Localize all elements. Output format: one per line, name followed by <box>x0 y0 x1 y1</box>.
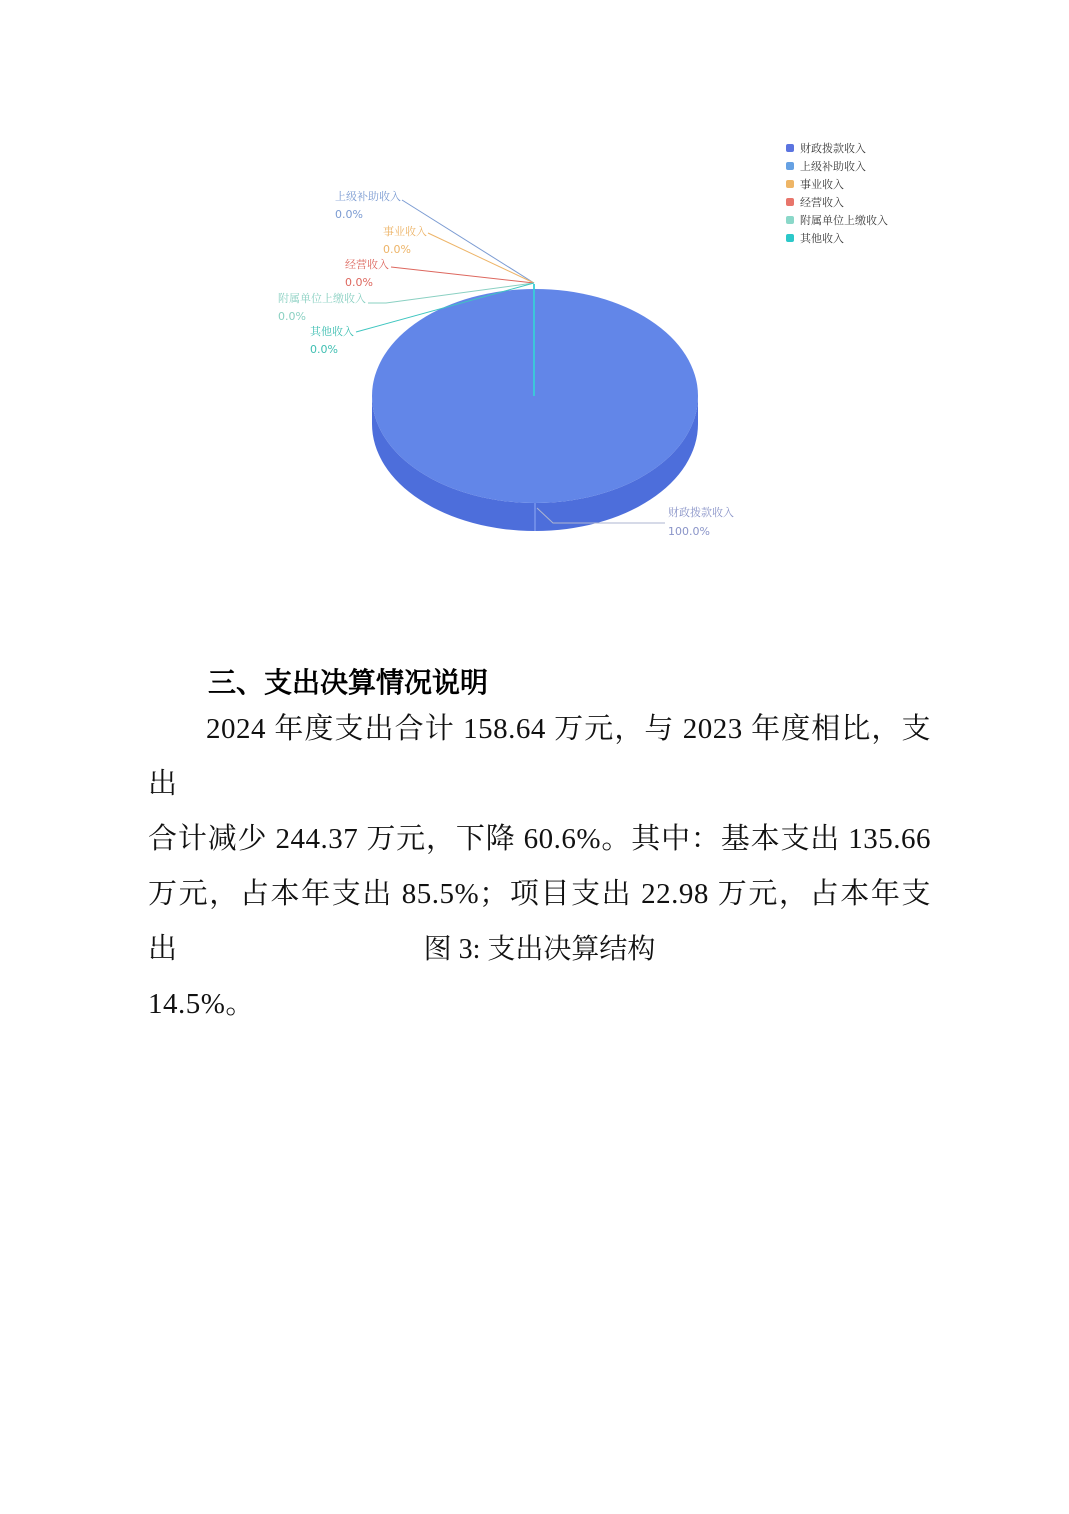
callout-label: 其他收入 <box>310 325 354 338</box>
paragraph-line: 14.5%。 <box>148 988 255 1020</box>
legend-label: 经营收入 <box>800 196 844 209</box>
legend-item-shiye <box>786 175 888 193</box>
leader-line-shiye <box>428 233 534 283</box>
legend-label: 附属单位上缴收入 <box>800 214 888 227</box>
callout-label: 附属单位上缴收入 <box>278 292 366 305</box>
callout-label: 财政拨款收入 <box>668 506 734 519</box>
legend-item-qita <box>786 229 888 247</box>
legend-label: 其他收入 <box>800 232 844 245</box>
section-heading: 三、支出决算情况说明 <box>208 667 489 698</box>
callout-shangji <box>335 188 401 224</box>
callout-label: 事业收入 <box>383 225 427 238</box>
income-pie-chart <box>0 0 1069 620</box>
legend-swatch <box>786 162 794 170</box>
legend-swatch <box>786 144 794 152</box>
callout-fushu <box>278 290 366 326</box>
callout-label: 经营收入 <box>345 258 389 271</box>
legend-label: 上级补助收入 <box>800 160 866 173</box>
callout-percent: 0.0% <box>278 310 306 323</box>
section-paragraph <box>148 702 931 1032</box>
callout-percent: 0.0% <box>335 208 363 221</box>
callout-percent: 0.0% <box>383 243 411 256</box>
callout-caizheng <box>668 503 734 541</box>
pie-3d-graphic <box>0 0 1069 620</box>
callout-qita <box>310 323 354 359</box>
legend-item-jingying <box>786 193 888 211</box>
paragraph-line: 合计减少 244.37 万元，下降 60.6%。其中：基本支出 135.66 <box>148 823 931 855</box>
paragraph-line: 万元，占本年支出 85.5%；项目支出 22.98 万元，占本年支出 <box>148 878 931 965</box>
callout-jingying <box>345 256 389 292</box>
legend-swatch <box>786 234 794 242</box>
legend-label: 事业收入 <box>800 178 844 191</box>
chart-legend <box>786 139 888 247</box>
callout-shiye <box>383 223 427 259</box>
pie-top-face <box>372 289 698 503</box>
figure-caption: 图 3: 支出决算结构 <box>423 934 656 965</box>
legend-item-fushu <box>786 211 888 229</box>
legend-swatch <box>786 216 794 224</box>
legend-label: 财政拨款收入 <box>800 142 866 155</box>
legend-swatch <box>786 198 794 206</box>
legend-item-shangji <box>786 157 888 175</box>
callout-percent: 0.0% <box>310 343 338 356</box>
callout-percent: 0.0% <box>345 276 373 289</box>
callout-percent: 100.0% <box>668 525 710 538</box>
legend-item-caizheng <box>786 139 888 157</box>
paragraph-line: 2024 年度支出合计 158.64 万元，与 2023 年度相比，支出 <box>148 713 931 800</box>
legend-swatch <box>786 180 794 188</box>
callout-label: 上级补助收入 <box>335 190 401 203</box>
